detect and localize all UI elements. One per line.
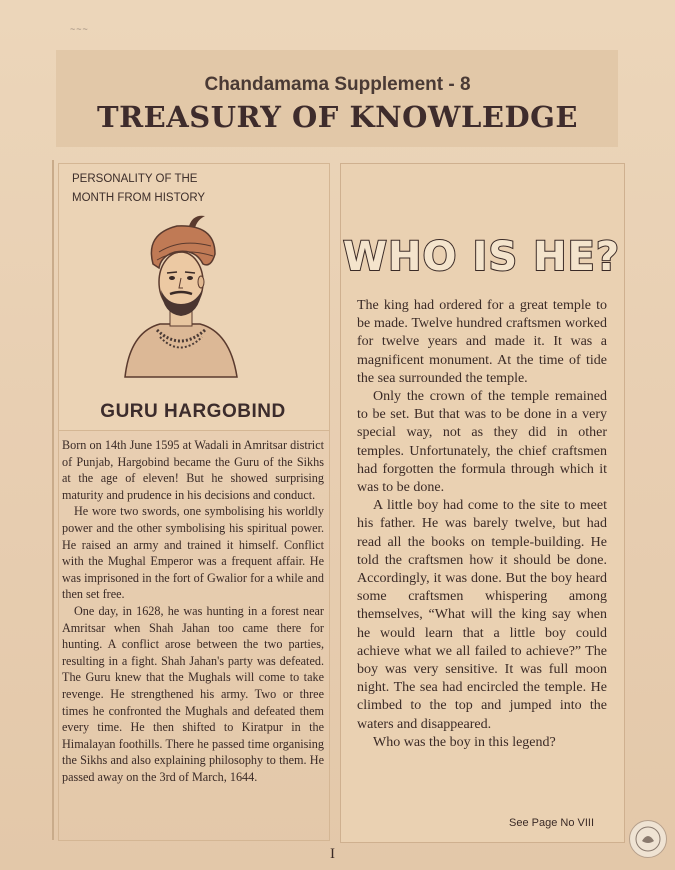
library-stamp-icon	[629, 820, 667, 858]
biography-paragraph: He wore two swords, one symbolising his worldly power and the other symbolising his spiritual power. He raised an army and trained it himself. Conflict with the Mughal Emperor was a frequent affair. He was imprisoned in the fort of Gwalior for a while and then set free.	[62, 504, 324, 602]
biography-paragraph: One day, in 1628, he was hunting in a forest near Amritsar when Shah Jahan too came there for hunting. A conflict arose between the two parties, resulting in a fight. Shah Jahan's party was defeated. The Guru knew that the Mughals will come to take revenge. He strengthened his army. Two or three times he confronted the Mughals and defeated them every time. He then shifted to Kiratpur in the Himalayan foothills. There he passed time organising the Sikhs and also explaining philosophy to them. He passed away on the 3rd of March, 1644.	[62, 603, 324, 784]
biography-paragraph: Born on 14th June 1595 at Wadali in Amritsar district of Punjab, Hargobind became the Guru of the Sikhs at the age of eleven! But he showed surprising maturity and prudence in his decisions and conduct.	[62, 438, 324, 502]
legend-text	[357, 297, 607, 752]
biography-text	[62, 437, 324, 785]
who-is-he-heading	[340, 228, 623, 285]
legend-paragraph: Only the crown of the temple remained to be set. But that was to be done in a very special way, not as they did in other temples. Unfortunately, the chief craftsmen had forgotten the formula through which it was to be done.	[357, 389, 607, 496]
margin-rule	[52, 160, 54, 840]
legend-question: Who was the boy in this legend?	[373, 734, 556, 750]
turbaned-man-portrait-icon	[115, 212, 245, 382]
page-title: TREASURY OF KNOWLEDGE	[96, 100, 579, 134]
corner-mark: ~~~	[70, 24, 89, 34]
legend-paragraph: The king had ordered for a great temple to be made. Twelve hundred craftsmen worked for twelve years and made it. It was a magnificent monument. At the time of tide the sea surrounded the temple.	[357, 298, 607, 386]
legend-paragraph: A little boy had come to the site to meet his father. He was barely twelve, but had read all the books on temple-building. He told the craftsmen how it should be done. Accordingly, it was done. But the boy heard some craftsmen whispering among themselves, “What will the king say when he would learn that a little boy could achieve what we all failed to achieve?” The boy was very sensitive. It was full moon night. The sea had encircled the temple. He climbed to the top and jumped into the waters and disappeared.	[357, 498, 607, 732]
page-number: I	[330, 846, 335, 862]
personality-label: PERSONALITY OF THE MONTH FROM HISTORY	[72, 173, 206, 204]
supplement-title: Chandamama Supplement - 8	[204, 74, 471, 95]
see-page-reference: See Page No VIII	[509, 817, 594, 829]
who-is-he-heading-text: WHO IS HE?	[342, 234, 621, 280]
person-name: GURU HARGOBIND	[100, 401, 286, 422]
